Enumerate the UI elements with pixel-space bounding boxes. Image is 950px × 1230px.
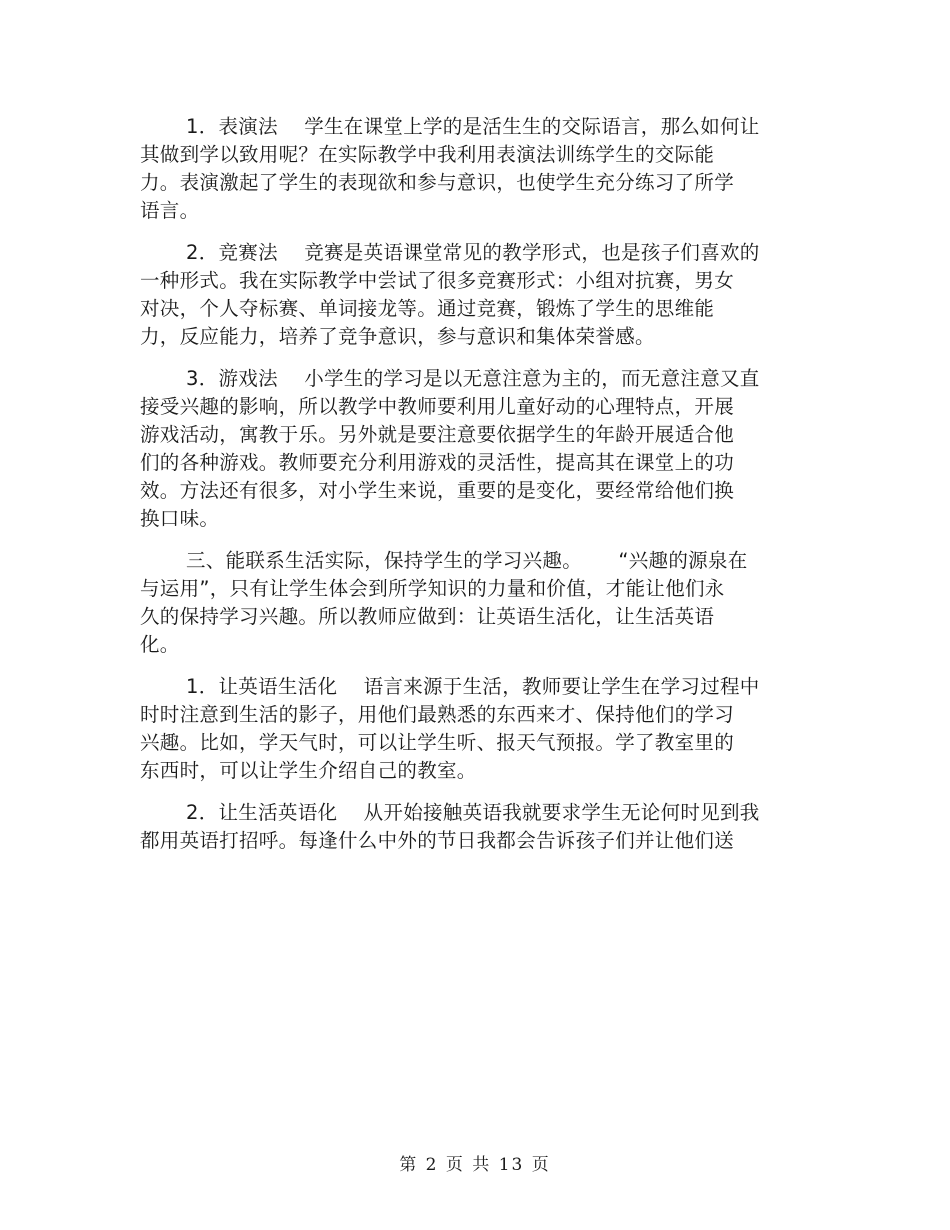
paragraph-line: 语言。 xyxy=(140,199,200,222)
paragraph-competition-method xyxy=(140,239,800,351)
paragraph-performance-method xyxy=(140,113,800,225)
paragraph-line: 东西时，可以让学生介绍自己的教室。 xyxy=(140,759,477,782)
paragraph-line: 化。 xyxy=(140,633,180,656)
paragraph-line: 3．游戏法 小学生的学习是以无意注意为主的，而无意注意又直 xyxy=(186,367,760,390)
paragraph-english-life xyxy=(140,673,800,785)
paragraph-line: 兴趣。比如，学天气时，可以让学生听、报天气预报。学了教室里的 xyxy=(140,731,735,754)
paragraph-line: 游戏活动，寓教于乐。另外就是要注意要依据学生的年龄开展适合他 xyxy=(140,423,735,446)
paragraph-line: 1．表演法 学生在课堂上学的是活生生的交际语言，那么如何让 xyxy=(186,115,760,138)
paragraph-line: 2．让生活英语化 从开始接触英语我就要求学生无论何时见到我 xyxy=(186,801,760,824)
document-body xyxy=(140,113,800,855)
paragraph-line: 力，反应能力，培养了竞争意识，参与意识和集体荣誉感。 xyxy=(140,325,655,348)
paragraph-line: 久的保持学习兴趣。所以教师应做到：让英语生活化，让生活英语 xyxy=(140,605,715,628)
paragraph-line: 换口味。 xyxy=(140,507,220,530)
paragraph-line: 们的各种游戏。教师要充分利用游戏的灵活性，提高其在课堂上的功 xyxy=(140,451,735,474)
section-heading-real-life xyxy=(140,547,800,659)
paragraph-line: 其做到学以致用呢？在实际教学中我利用表演法训练学生的交际能 xyxy=(140,143,715,166)
paragraph-line: 时时注意到生活的影子，用他们最熟悉的东西来才、保持他们的学习 xyxy=(140,703,735,726)
paragraph-life-english xyxy=(140,799,800,855)
paragraph-line: 一种形式。我在实际教学中尝试了很多竞赛形式：小组对抗赛，男女 xyxy=(140,269,735,292)
paragraph-line: 接受兴趣的影响，所以教学中教师要利用儿童好动的心理特点，开展 xyxy=(140,395,735,418)
paragraph-line: 都用英语打招呼。每逢什么中外的节日我都会告诉孩子们并让他们送 xyxy=(140,829,735,852)
page-number-footer: 第 2 页 共 13 页 xyxy=(399,1155,551,1175)
paragraph-line: 2．竞赛法 竞赛是英语课堂常见的教学形式，也是孩子们喜欢的 xyxy=(186,241,760,264)
paragraph-line: 力。表演激起了学生的表现欲和参与意识，也使学生充分练习了所学 xyxy=(140,171,735,194)
paragraph-line: 与运用”，只有让学生体会到所学知识的力量和价值，才能让他们永 xyxy=(140,577,725,600)
paragraph-line: 效。方法还有很多，对小学生来说，重要的是变化，要经常给他们换 xyxy=(140,479,735,502)
paragraph-line: 对决，个人夺标赛、单词接龙等。通过竞赛，锻炼了学生的思维能 xyxy=(140,297,715,320)
paragraph-line: 1．让英语生活化 语言来源于生活，教师要让学生在学习过程中 xyxy=(186,675,760,698)
paragraph-line: 三、能联系生活实际，保持学生的学习兴趣。 “兴趣的源泉在 xyxy=(186,549,748,572)
paragraph-game-method xyxy=(140,365,800,533)
